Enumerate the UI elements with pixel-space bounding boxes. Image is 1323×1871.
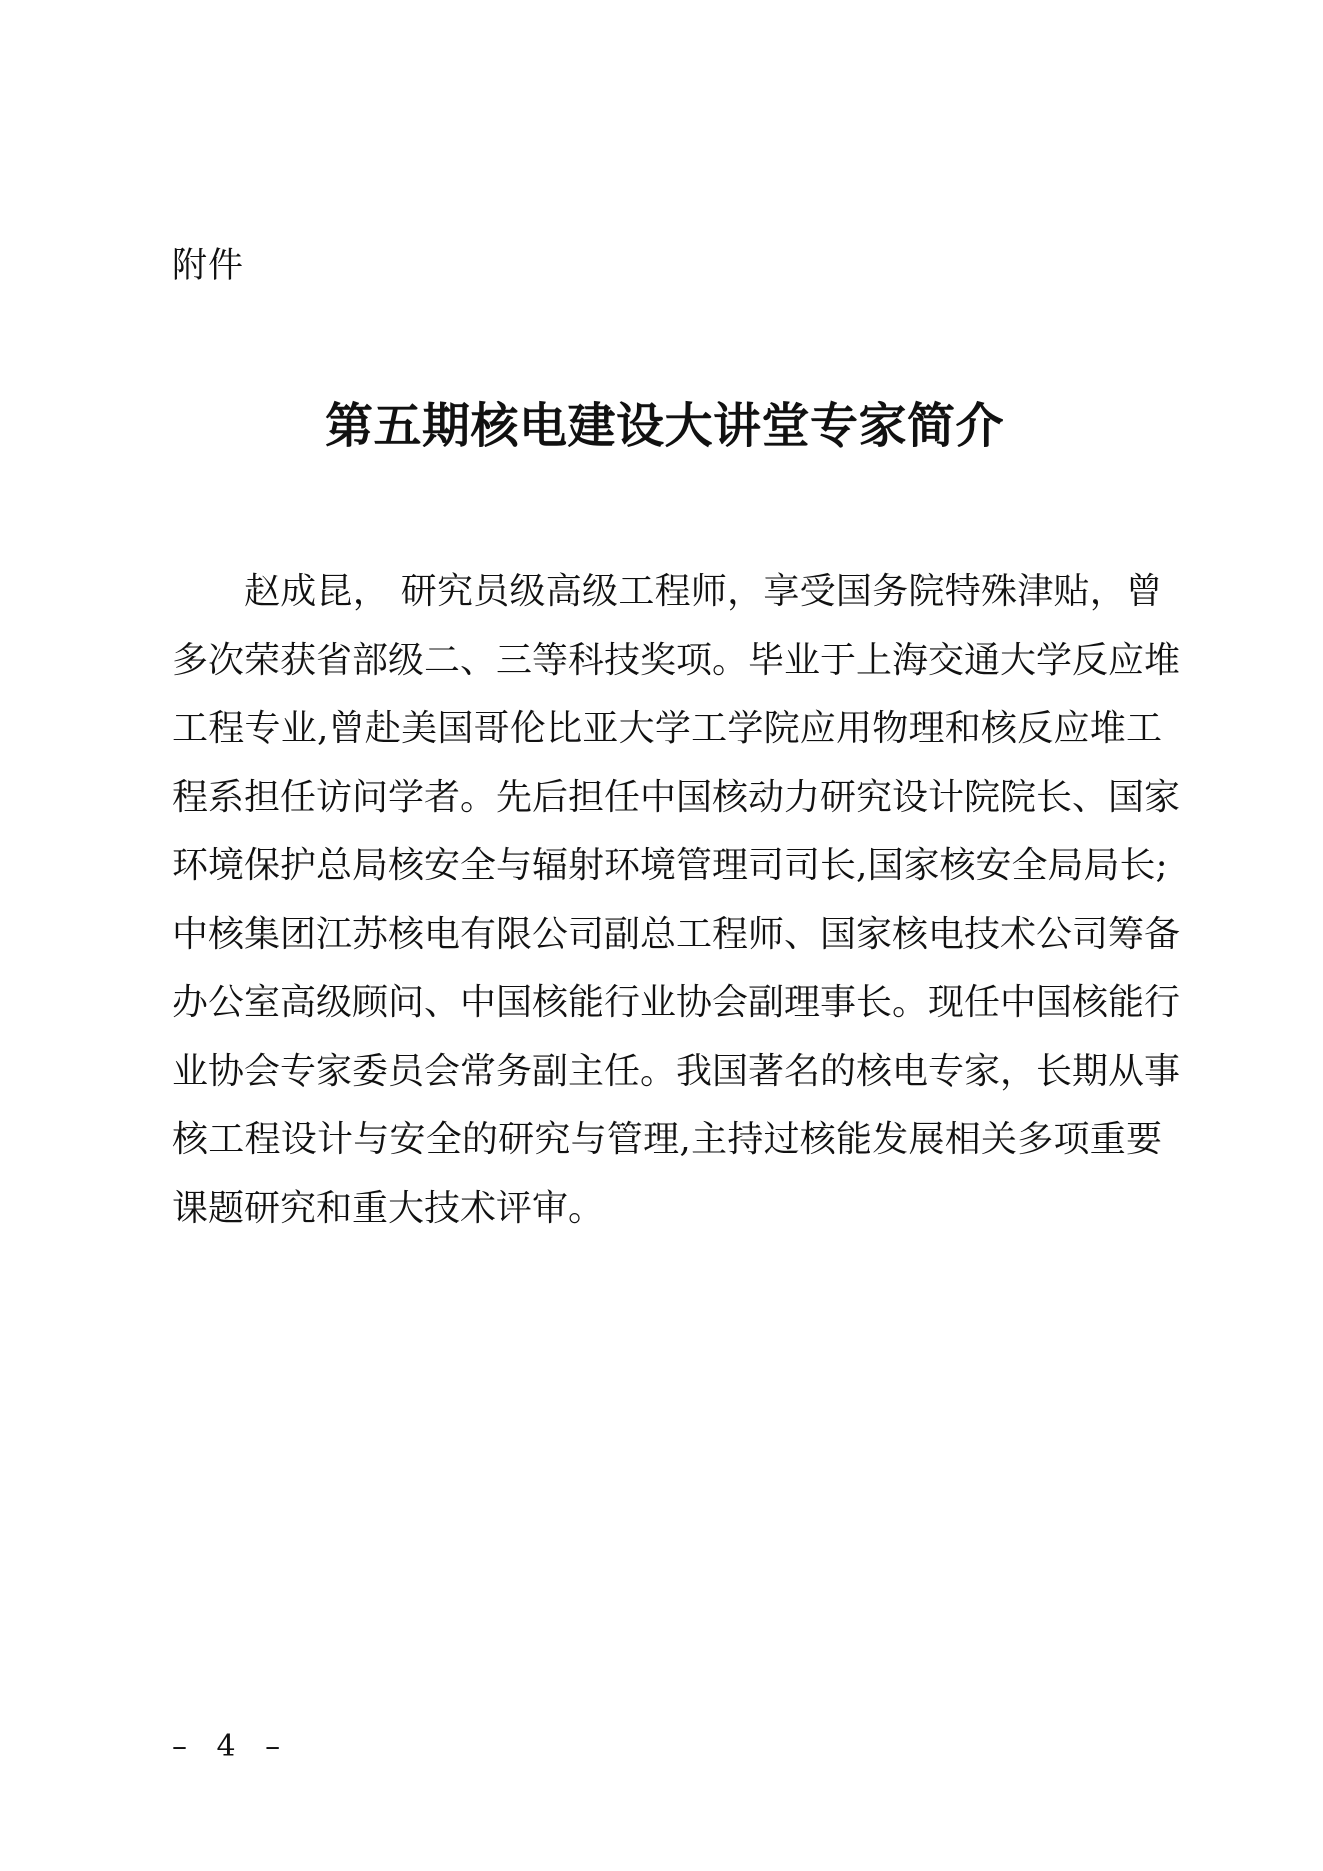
attachment-label: 附件 bbox=[172, 246, 245, 286]
document-title: 第五期核电建设大讲堂专家简介 bbox=[324, 398, 1004, 454]
bio-line: 业协会专家委员会常务副主任。我国著名的核电专家，长期从事 bbox=[172, 1050, 1181, 1092]
bio-line: 环境保护总局核安全与辐射环境管理司司长,国家核安全局局长; bbox=[172, 845, 1168, 886]
bio-line: 赵成昆， 研究员级高级工程师，享受国务院特殊津贴，曾 bbox=[244, 571, 1162, 612]
expert-bio-paragraph bbox=[172, 558, 1181, 1243]
bio-line: 中核集团江苏核电有限公司副总工程师、国家核电技术公司筹备 bbox=[172, 913, 1181, 955]
bio-line: 程系担任访问学者。先后担任中国核动力研究设计院院长、国家 bbox=[172, 776, 1181, 818]
bio-line: 核工程设计与安全的研究与管理,主持过核能发展相关多项重要 bbox=[172, 1119, 1162, 1160]
page-number: – 4 – bbox=[172, 1729, 291, 1764]
bio-line: 多次荣获省部级二、三等科技奖项。毕业于上海交通大学反应堆 bbox=[172, 639, 1181, 681]
bio-line: 课题研究和重大技术评审。 bbox=[172, 1187, 605, 1229]
bio-line: 办公室高级顾问、中国核能行业协会副理事长。现任中国核能行 bbox=[172, 982, 1181, 1023]
bio-line: 工程专业,曾赴美国哥伦比亚大学工学院应用物理和核反应堆工 bbox=[172, 708, 1162, 749]
